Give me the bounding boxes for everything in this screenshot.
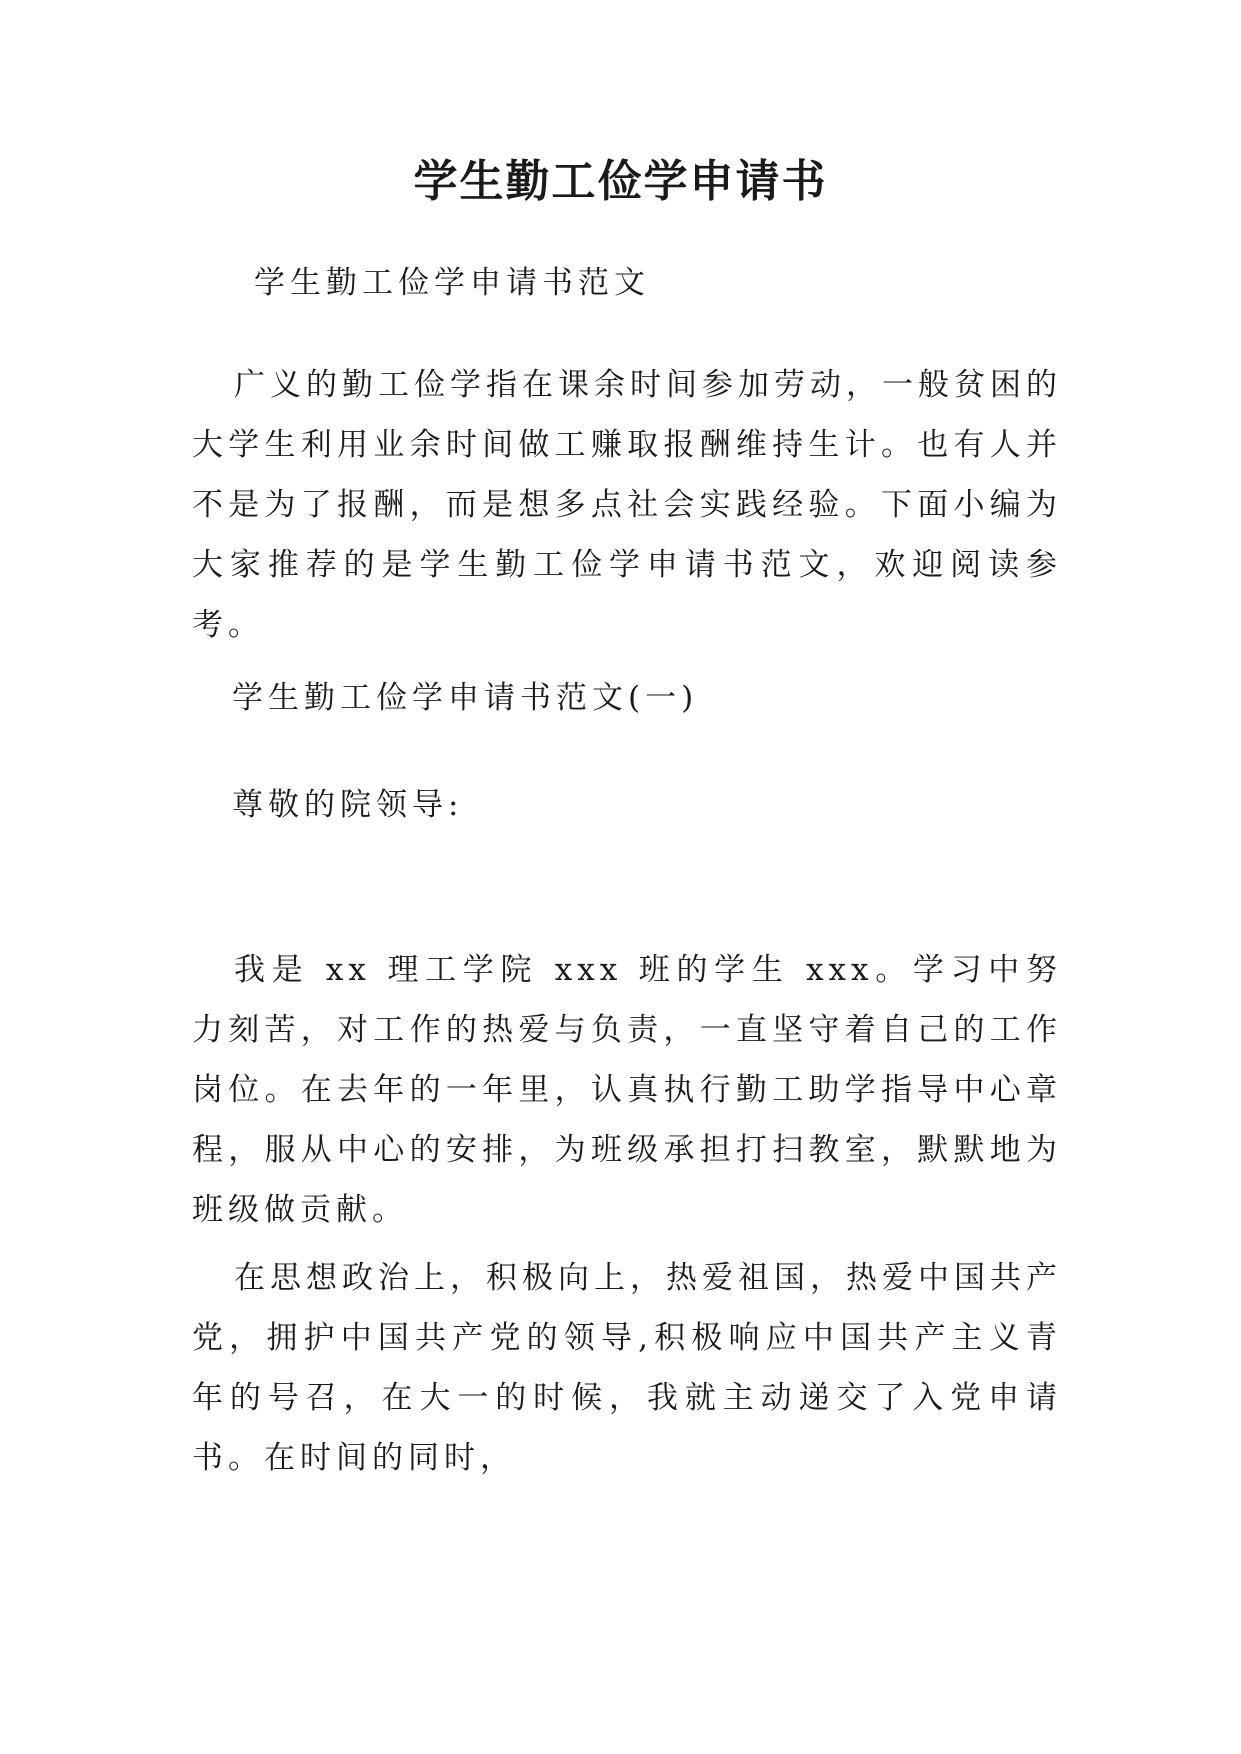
- salutation: 尊敬的院领导:: [232, 787, 464, 823]
- body-paragraph-1: 我是 xx 理工学院 xxx 班的学生 xxx。学习中努力刻苦，对工作的热爱与负责，一直坚守着自己的工作岗位。在去年的一年里，认真执行勤工助学指导中心章程，服从中心的安排，为班级承担打扫教室，默默地为班级做贡献。: [192, 952, 1062, 1228]
- body-paragraph-2: 在思想政治上，积极向上，热爱祖国，热爱中国共产党，拥护中国共产党的领导,积极响应中国共产主义青年的号召，在大一的时候，我就主动递交了入党申请书。在时间的同时，: [192, 1260, 1062, 1476]
- document-subtitle: 学生勤工俭学申请书范文: [254, 265, 650, 301]
- document-title: 学生勤工俭学申请书: [413, 156, 828, 207]
- intro-paragraph: 广义的勤工俭学指在课余时间参加劳动，一般贫困的大学生利用业余时间做工赚取报酬维持生计。也有人并不是为了报酬，而是想多点社会实践经验。下面小编为大家推荐的是学生勤工俭学申请书范文，欢迎阅读参考。: [192, 367, 1062, 643]
- section-heading: 学生勤工俭学申请书范文(一): [232, 680, 699, 716]
